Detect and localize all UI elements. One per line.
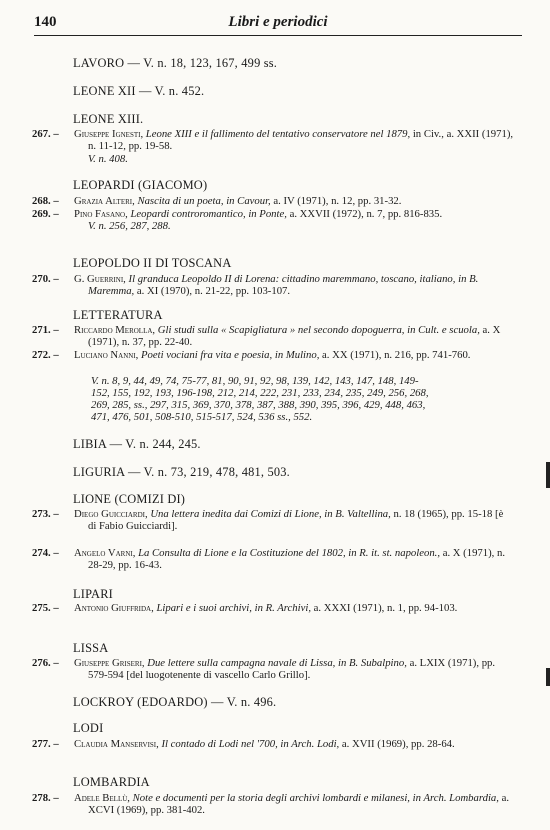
entry-271 <box>32 324 514 349</box>
entry-274 <box>32 547 514 572</box>
section-leopoldo: LEOPOLDO II DI TOSCANA <box>73 256 232 270</box>
entry-author: Pino Fasano, <box>74 208 128 220</box>
entry-number: 272. – <box>32 349 59 361</box>
entry-number: 267. – <box>32 128 59 140</box>
section-leopardi: LEOPARDI (GIACOMO) <box>73 178 208 192</box>
entry-number: 277. – <box>32 738 59 750</box>
entry-272-cross-references: V. n. 8, 9, 44, 49, 74, 75-77, 81, 90, 91, 92, 98, 139, 142, 143, 147, 148, 149- 152, 155, 192, 193, 196-198, 212, 214, 222, 231, 233, 234, 235, 249, 256, 268, 269, 285, ss., 297, 315, 369, 370, 378, 387, 388, 390, 395, 396, 429, 448, 463, 471, 476, 501, 508-510, 515-517, 524, 536 ss., 552. <box>91 375 429 423</box>
entry-title: Il contado di Lodi nel '700, in Arch. Lodi, <box>161 738 340 750</box>
entry-citation: a. X (1971), n. 37, pp. 22-40. <box>88 324 501 349</box>
entry-number: 269. – <box>32 208 59 220</box>
scan-edge-mark <box>546 668 550 686</box>
entry-number: 278. – <box>32 792 59 804</box>
entry-citation: a. X (1971), n. 28-29, pp. 16-43. <box>88 547 506 572</box>
entry-270 <box>32 273 514 298</box>
entry-277 <box>32 738 514 750</box>
entry-title: Due lettere sulla campagna navale di Lissa, in B. Subalpino, <box>147 657 407 669</box>
entry-author: Giuseppe Ignesti, <box>74 128 144 140</box>
entry-citation: a. IV (1971), n. 12, pp. 31-32. <box>273 195 402 207</box>
entry-278 <box>32 792 514 817</box>
section-lockroy: LOCKROY (EDOARDO) — V. n. 496. <box>73 695 277 709</box>
entry-title: Poeti vociani fra vita e poesia, in Mulino, <box>140 349 320 361</box>
entry-number: 268. – <box>32 195 59 207</box>
section-libia: LIBIA — V. n. 244, 245. <box>73 437 201 451</box>
entry-citation: a. XXVII (1972), n. 7, pp. 816-835. <box>289 208 443 220</box>
header-rule <box>34 35 522 36</box>
entry-citation: a. LXIX (1971), pp. 579-594 [del luogotenente di vascello Carlo Grillo]. <box>88 657 496 682</box>
scan-edge-mark <box>546 462 550 488</box>
section-leone-xiii: LEONE XIII. <box>73 112 144 126</box>
entry-citation: in Civ., a. XXII (1971), n. 11-12, pp. 19-58. <box>88 128 514 153</box>
running-title: Libri e periodici <box>228 14 328 30</box>
entry-273 <box>32 508 514 533</box>
section-lissa: LISSA <box>73 641 109 655</box>
entry-citation: a. XI (1970), n. 21-22, pp. 103-107. <box>136 285 291 298</box>
entry-author: Antonio Giuffrida, <box>74 602 154 614</box>
entry-number: 271. – <box>32 324 59 336</box>
entry-title: Lipari e i suoi archivi, in R. Archivi, <box>156 602 311 614</box>
entry-title: Note e documenti per la storia degli archivi lombardi e milanesi, in Arch. Lombardia, <box>132 792 499 804</box>
entry-title: Nascita di un poeta, in Cavour, <box>137 195 271 207</box>
entry-citation: a. XX (1971), n. 216, pp. 741-760. <box>322 349 471 361</box>
entry-reference: V. n. 256, 287, 288. <box>88 220 171 233</box>
section-lodi: LODI <box>73 721 104 735</box>
entry-title: Leopardi controromantico, in Ponte, <box>130 208 287 220</box>
entry-title: Leone XIII e il fallimento del tentativo conservatore nel 1879, <box>145 128 411 140</box>
entry-author: G. Guerrini, <box>74 273 126 285</box>
section-lavoro: LAVORO — V. n. 18, 123, 167, 499 ss. <box>73 56 278 70</box>
entry-citation: a. XCVI (1969), pp. 381-402. <box>88 792 510 817</box>
entry-author: Luciano Nanni, <box>74 349 139 361</box>
entry-author: Riccardo Merolla, <box>74 324 156 336</box>
section-lipari: LIPARI <box>73 587 113 601</box>
section-liguria: LIGURIA — V. n. 73, 219, 478, 481, 503. <box>73 465 290 479</box>
entry-author: Giuseppe Griseri, <box>74 657 145 669</box>
page-number: 140 <box>34 14 57 30</box>
entry-author: Diego Guicciardi, <box>74 508 148 520</box>
entry-275 <box>32 602 514 614</box>
entry-author: Grazia Alteri, <box>74 195 135 207</box>
entry-number: 276. – <box>32 657 59 669</box>
entry-citation: a. XVII (1969), pp. 28-64. <box>341 738 455 750</box>
entry-269 <box>32 208 514 233</box>
entry-title: Gli studi sulla « Scapigliatura » nel secondo dopoguerra, in Cult. e scuola, <box>157 324 480 336</box>
section-lione: LIONE (COMIZI DI) <box>73 492 186 506</box>
entry-number: 270. – <box>32 273 59 285</box>
entry-276 <box>32 657 514 682</box>
section-lombardia: LOMBARDIA <box>73 775 150 789</box>
entry-number: 275. – <box>32 602 59 614</box>
entry-267 <box>32 128 514 165</box>
entry-author: Adele Bellù, <box>74 792 130 804</box>
entry-268 <box>32 195 514 207</box>
entry-title: Una lettera inedita dai Comizi di Lione, in B. Valtellina, <box>150 508 391 520</box>
entry-citation: a. XXXI (1971), n. 1, pp. 94-103. <box>313 602 458 614</box>
entry-title: Il granduca Leopoldo II di Lorena: cittadino maremmano, toscano, italiano, in B. Maremma, <box>88 273 479 298</box>
running-header <box>34 14 522 34</box>
entry-citation: n. 18 (1965), pp. 15-18 [è di Fabio Guicciardi]. <box>88 508 504 533</box>
entry-author: Angelo Varni, <box>74 547 136 559</box>
entry-author: Claudia Manservisi, <box>74 738 159 750</box>
entry-reference: V. n. 408. <box>88 152 128 165</box>
section-leone-xii: LEONE XII — V. n. 452. <box>73 84 205 98</box>
entry-number: 274. – <box>32 547 59 559</box>
entry-272 <box>32 349 514 361</box>
entry-title: La Consulta di Lione e la Costituzione del 1802, in R. it. st. napoleon., <box>138 547 441 559</box>
section-letteratura: LETTERATURA <box>73 308 163 322</box>
entry-number: 273. – <box>32 508 59 520</box>
